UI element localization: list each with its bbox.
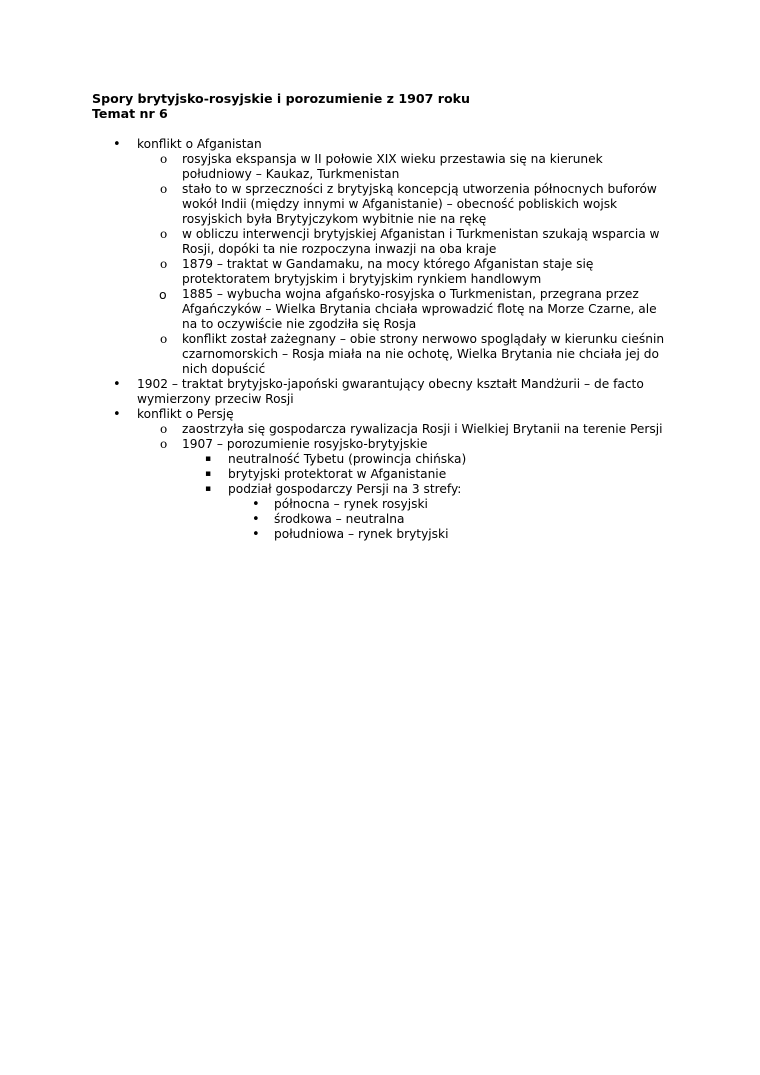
sub-item-text: stało to w sprzeczności z brytyjską koncepcją utworzenia północnych buforów wokół Indii (między innymi w Afganistanie) – obecność pobliskich wojsk rosyjskich była Brytyjczykom wybitnie nie na rękę (182, 182, 657, 226)
zone-item (0, 512, 668, 527)
list-item-text: konflikt o Afganistan (137, 137, 262, 151)
sub-sub-item (0, 482, 668, 497)
sub-item (0, 227, 667, 257)
zone-item-text: północna – rynek rosyjski (274, 497, 428, 511)
sub-item (0, 332, 667, 377)
bullet-marker: • (252, 497, 260, 512)
sub-item (0, 152, 667, 182)
zone-item-text: południowa – rynek brytyjski (274, 527, 449, 541)
zone-item (0, 527, 668, 542)
sub-item (0, 287, 667, 332)
circle-marker: o (160, 332, 168, 346)
sub-item (0, 437, 667, 452)
zone-item-text: środkowa – neutralna (274, 512, 405, 526)
list-item-afganistan (0, 137, 667, 152)
circle-marker: o (160, 152, 168, 166)
bullet-marker: • (113, 407, 121, 422)
sub-item-text: zaostrzyła się gospodarcza rywalizacja Rosji i Wielkiej Brytanii na terenie Persji (182, 422, 663, 436)
circle-marker: o (160, 257, 168, 271)
sub-sub-item-text: neutralność Tybetu (prowincja chińska) (228, 452, 467, 466)
document-title: Spory brytyjsko-rosyjskie i porozumienie z 1907 roku (92, 91, 471, 106)
circle-marker: o (160, 422, 168, 436)
sub-item-text: rosyjska ekspansja w II połowie XIX wieku przestawia się na kierunek południowy – Kaukaz, Turkmenistan (182, 152, 603, 181)
bullet-marker: • (252, 527, 260, 542)
sub-item-text: 1879 – traktat w Gandamaku, na mocy którego Afganistan staje się protektoratem brytyjskim i brytyjskim rynkiem handlowym (182, 257, 594, 286)
sub-sub-item-text: brytyjski protektorat w Afganistanie (228, 467, 447, 481)
bullet-marker: • (113, 377, 121, 392)
zone-item (0, 497, 668, 512)
list-item-persja (0, 407, 667, 422)
circle-marker: o (160, 182, 168, 196)
square-marker: ▪ (205, 469, 212, 479)
list-item-traktat-1902 (0, 377, 667, 407)
circle-marker: o (160, 437, 168, 451)
bullet-marker: • (252, 512, 260, 527)
list-item-text: 1902 – traktat brytyjsko-japoński gwarantujący obecny kształt Mandżurii – de facto wymierzony przeciw Rosji (137, 377, 644, 406)
sub-item-text: 1885 – wybucha wojna afgańsko-rosyjska o Turkmenistan, przegrana przez Afgańczyków – Wielka Brytania chciała wprowadzić flotę na Morze Czarne, ale na to oczywiście nie zgodziła się Rosja (182, 287, 657, 331)
sub-item-text: w obliczu interwencji brytyjskiej Afganistan i Turkmenistan szukają wsparcia w Rosji, dopóki ta nie rozpoczyna inwazji na oba kraje (182, 227, 660, 256)
sub-sub-item-text: podział gospodarczy Persji na 3 strefy: (228, 482, 462, 496)
square-marker: ▪ (205, 484, 212, 494)
sub-sub-item (0, 467, 668, 482)
document-title-block (92, 91, 470, 121)
circle-marker: o (159, 287, 167, 302)
list-item-text: konflikt o Persję (137, 407, 234, 421)
bullet-marker: • (113, 137, 121, 152)
sub-item (0, 422, 667, 437)
sub-item-text: konflikt został zażegnany – obie strony nerwowo spoglądały w kierunku cieśnin czarnomorskich – Rosja miała na nie ochotę, Wielka Brytania nie chciała jej do nich dopuścić (182, 332, 665, 376)
sub-item (0, 257, 667, 287)
sub-item-text: 1907 – porozumienie rosyjsko-brytyjskie (182, 437, 428, 451)
outline (0, 137, 760, 542)
circle-marker: o (160, 227, 168, 241)
document-subtitle: Temat nr 6 (92, 106, 168, 121)
sub-sub-item (0, 452, 668, 467)
sub-item (0, 182, 667, 227)
square-marker: ▪ (205, 454, 212, 464)
